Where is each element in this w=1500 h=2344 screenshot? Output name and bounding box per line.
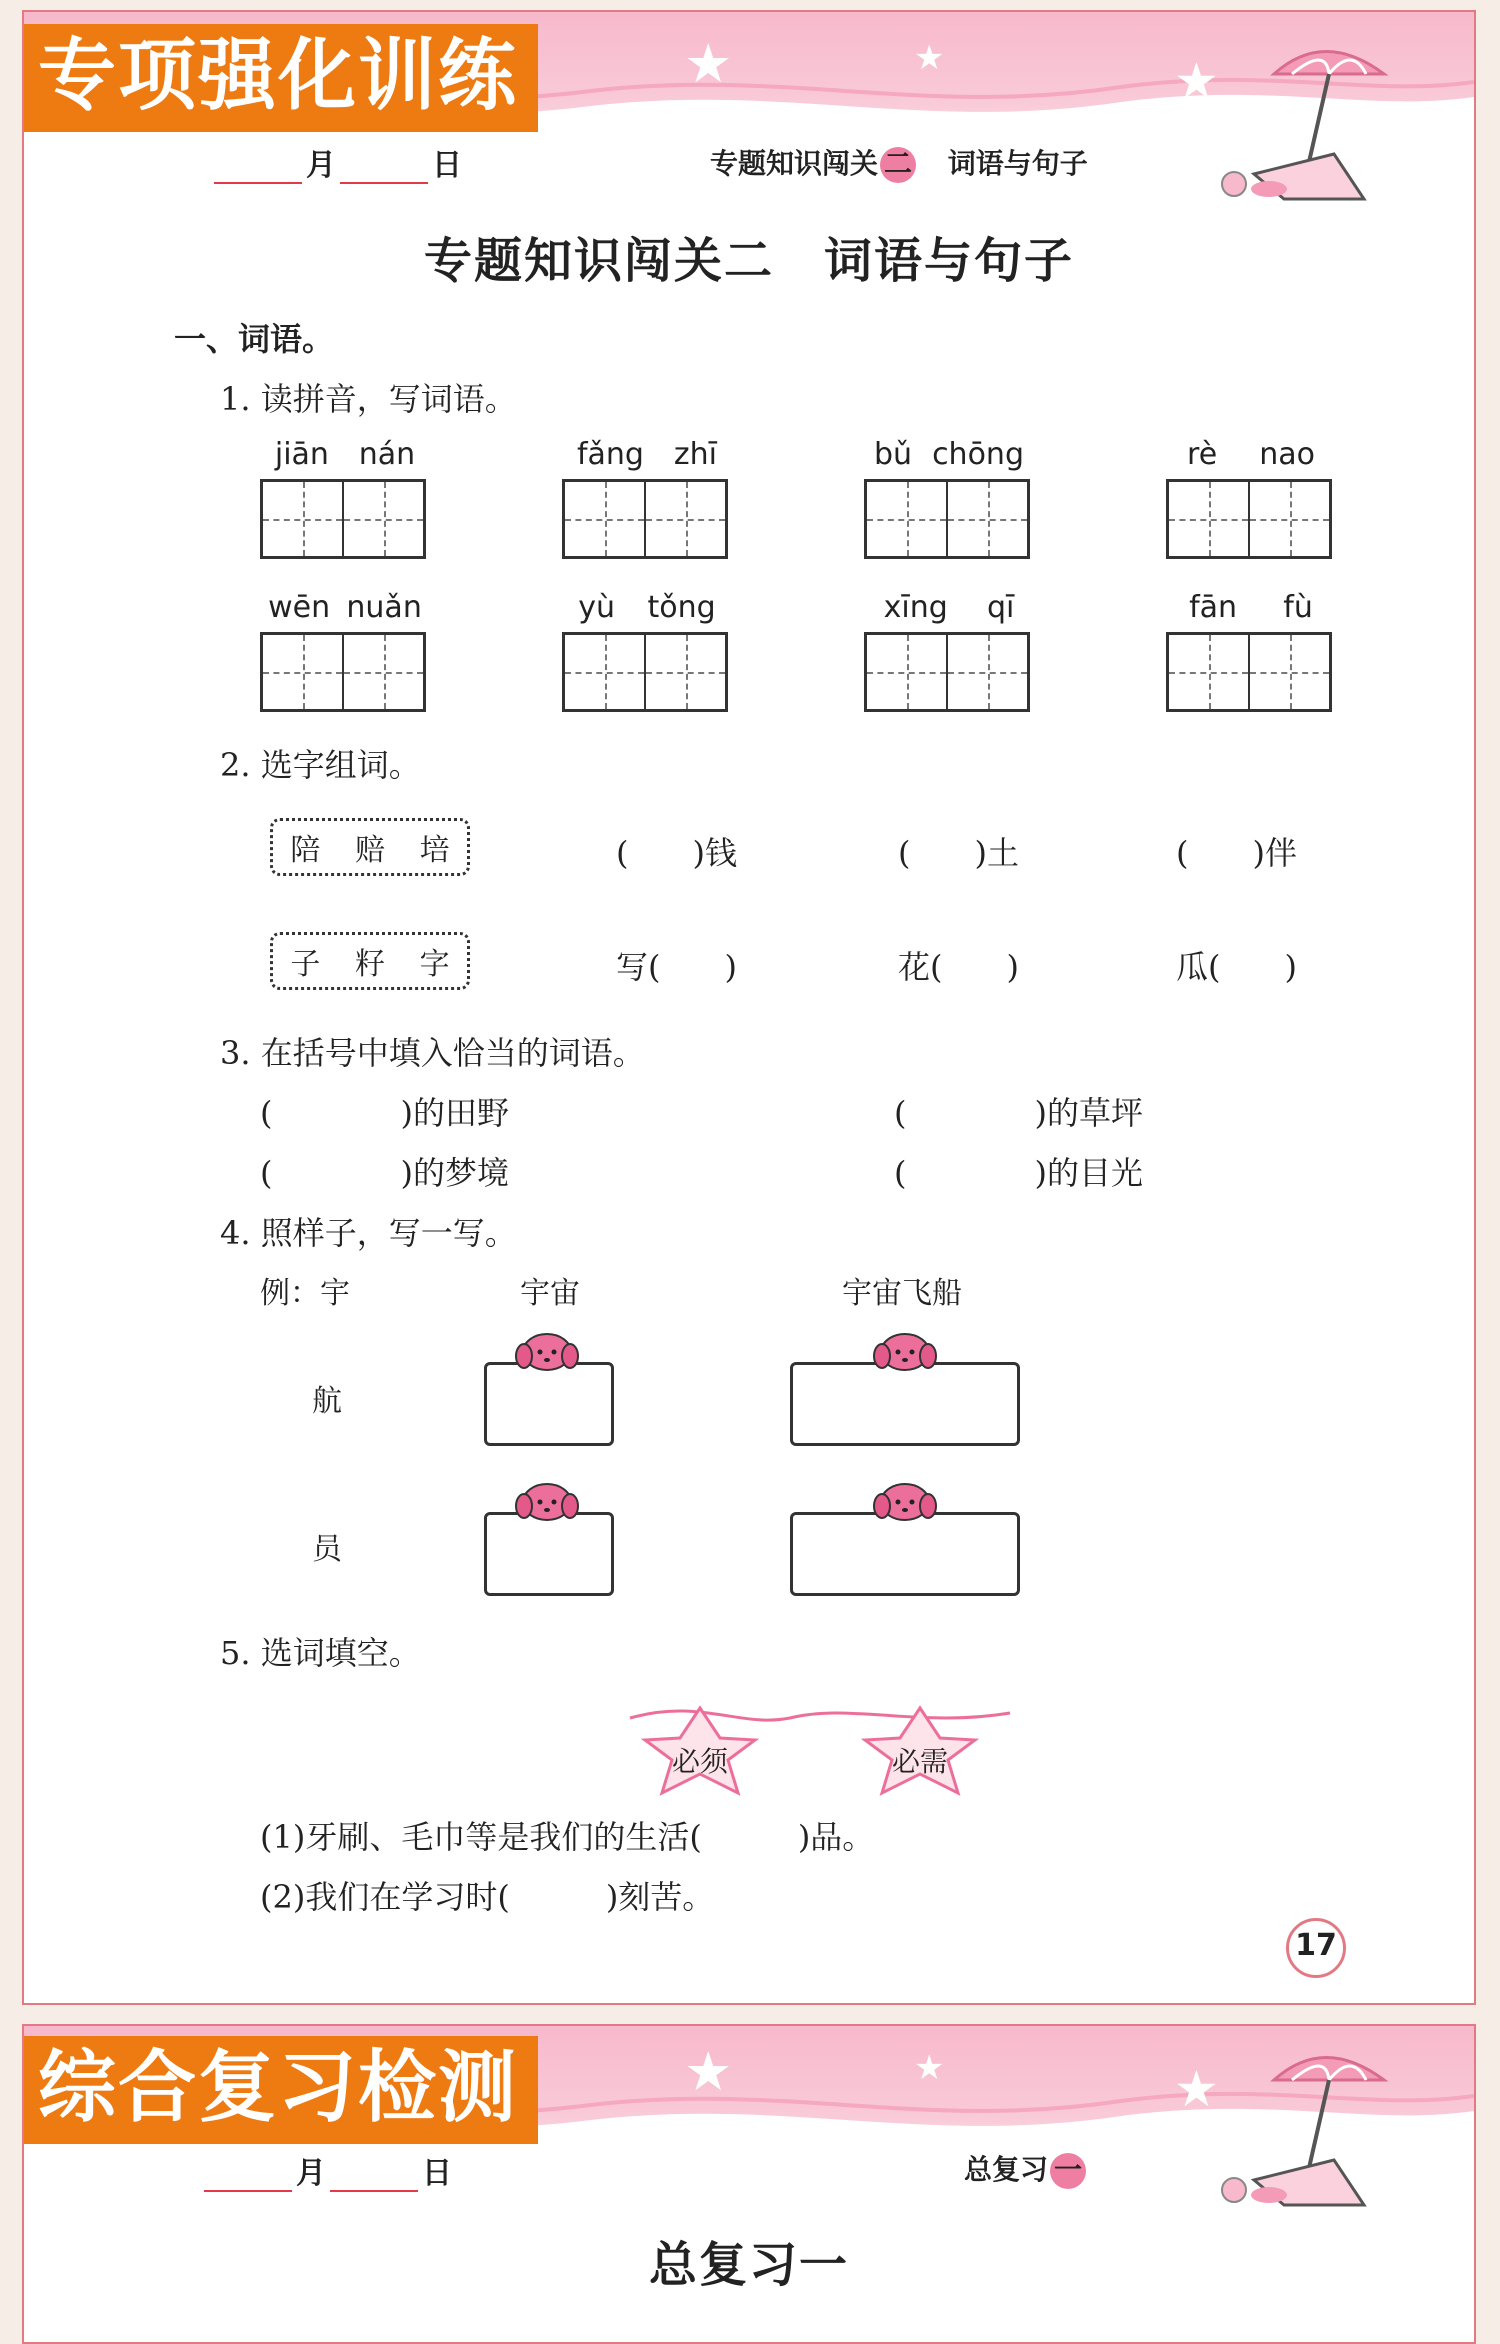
- choice-char: 培: [419, 833, 450, 868]
- month-label: 月: [296, 2156, 326, 2191]
- fill-blank[interactable]: 瓜( ): [1176, 948, 1297, 986]
- example-word: 宇宙: [520, 1276, 580, 1311]
- breadcrumb-number: 一: [1050, 2153, 1086, 2189]
- fill-sentence[interactable]: (1)牙刷、毛巾等是我们的生活( )品。: [260, 1818, 875, 1856]
- fill-sentence[interactable]: (2)我们在学习时( )刻苦。: [260, 1878, 715, 1916]
- fill-blank[interactable]: ( )的草坪: [894, 1094, 1143, 1132]
- pinyin-syllable: yù: [578, 590, 616, 625]
- fill-blank[interactable]: ( )钱: [616, 834, 737, 872]
- breadcrumb: [710, 142, 1088, 183]
- pinyin-syllable: xīng: [883, 590, 948, 625]
- fill-blank[interactable]: ( )的田野: [260, 1094, 509, 1132]
- pinyin-syllable: nuǎn: [346, 590, 422, 625]
- word-option: 必需: [892, 1745, 949, 1778]
- fill-blank[interactable]: 写( ): [616, 948, 737, 986]
- beach-umbrella-icon: [1214, 34, 1404, 204]
- month-blank[interactable]: [214, 154, 302, 184]
- writing-grid[interactable]: [562, 479, 728, 559]
- base-char: 航: [312, 1384, 342, 1419]
- date-field: [200, 2148, 452, 2192]
- choice-char: 赔: [354, 833, 385, 868]
- base-char: 员: [312, 1532, 342, 1567]
- day-label: 日: [422, 2156, 452, 2191]
- question-3: 3. 在括号中填入恰当的词语。: [220, 1034, 645, 1072]
- section-heading: 一、词语。: [174, 320, 335, 358]
- star-icon: ★: [684, 32, 733, 95]
- answer-frame[interactable]: [484, 1512, 614, 1596]
- pinyin-item: [864, 590, 1034, 712]
- choice-char: 籽: [354, 947, 385, 982]
- question-1: 1. 读拼音，写词语。: [220, 380, 517, 418]
- star-icon: ★: [1174, 2060, 1219, 2118]
- day-label: 日: [432, 148, 462, 183]
- worksheet-page-review: [22, 2024, 1476, 2344]
- writing-grid[interactable]: [1166, 632, 1332, 712]
- beach-umbrella-icon: [1214, 2040, 1404, 2210]
- writing-grid[interactable]: [562, 632, 728, 712]
- day-blank[interactable]: [330, 2162, 418, 2192]
- pinyin-item: [260, 590, 430, 712]
- pinyin-syllable: zhī: [673, 437, 718, 472]
- char-choice-box: [270, 818, 470, 876]
- pinyin-syllable: fù: [1283, 590, 1313, 625]
- writing-grid[interactable]: [260, 632, 426, 712]
- pinyin-syllable: nán: [358, 437, 416, 472]
- fill-blank[interactable]: ( )土: [898, 834, 1019, 872]
- choice-char: 子: [290, 947, 321, 982]
- pinyin-syllable: tǒng: [647, 590, 716, 625]
- pinyin-syllable: chōng: [932, 437, 1024, 472]
- choice-char: 字: [419, 947, 450, 982]
- writing-grid[interactable]: [1166, 479, 1332, 559]
- pinyin-syllable: bǔ: [874, 437, 913, 472]
- question-2: 2. 选字组词。: [220, 746, 421, 784]
- fill-blank[interactable]: ( )的梦境: [260, 1154, 509, 1192]
- worksheet-page-17: [22, 10, 1476, 2005]
- char-choice-box: [270, 932, 470, 990]
- star-icon: ★: [914, 2048, 945, 2088]
- answer-frame[interactable]: [484, 1362, 614, 1446]
- breadcrumb-number: 二: [880, 147, 916, 183]
- section-tag: 综合复习检测: [22, 2036, 538, 2144]
- fill-blank[interactable]: ( )伴: [1176, 834, 1297, 872]
- breadcrumb-subtitle: 词语与句子: [947, 147, 1088, 180]
- pinyin-item: [1166, 437, 1336, 559]
- pinyin-syllable: fǎng: [576, 437, 644, 472]
- writing-grid[interactable]: [260, 479, 426, 559]
- fill-blank[interactable]: 花( ): [898, 948, 1019, 986]
- star-icon: ★: [914, 38, 945, 78]
- question-5: 5. 选词填空。: [220, 1634, 421, 1672]
- pinyin-syllable: rè: [1187, 437, 1218, 472]
- pinyin-item: [260, 437, 430, 559]
- dog-icon: [514, 1478, 580, 1522]
- page-title: 专题知识闯关二 词语与句子: [423, 233, 1074, 289]
- dog-icon: [514, 1328, 580, 1372]
- pinyin-syllable: jiān: [274, 437, 329, 472]
- page-number: 17: [1286, 1918, 1346, 1978]
- writing-grid[interactable]: [864, 479, 1030, 559]
- date-field: [210, 140, 462, 184]
- breadcrumb: [964, 2148, 1086, 2189]
- pinyin-item: [1166, 590, 1336, 712]
- page-title: 总复习一: [648, 2237, 849, 2293]
- question-4: 4. 照样子，写一写。: [220, 1214, 517, 1252]
- pinyin-item: [562, 590, 732, 712]
- section-tag: 专项强化训练: [22, 24, 538, 132]
- star-icon: ★: [684, 2040, 733, 2103]
- month-label: 月: [306, 148, 336, 183]
- example-phrase: 宇宙飞船: [842, 1276, 962, 1311]
- pinyin-syllable: wēn: [268, 590, 331, 625]
- breadcrumb-title: 专题知识闯关: [710, 147, 879, 180]
- pinyin-syllable: qī: [986, 590, 1015, 625]
- dog-icon: [872, 1328, 938, 1372]
- pinyin-syllable: nao: [1259, 437, 1315, 472]
- choice-char: 陪: [290, 833, 321, 868]
- word-option: 必须: [672, 1745, 729, 1778]
- pinyin-syllable: fān: [1189, 590, 1238, 625]
- dog-icon: [872, 1478, 938, 1522]
- pinyin-item: [562, 437, 732, 559]
- answer-frame[interactable]: [790, 1512, 1020, 1596]
- fill-blank[interactable]: ( )的目光: [894, 1154, 1143, 1192]
- month-blank[interactable]: [204, 2162, 292, 2192]
- answer-frame[interactable]: [790, 1362, 1020, 1446]
- star-icon: ★: [1174, 52, 1219, 110]
- writing-grid[interactable]: [864, 632, 1030, 712]
- example-label: 例：宇: [260, 1276, 350, 1311]
- breadcrumb-title: 总复习: [964, 2153, 1049, 2186]
- pinyin-item: [864, 437, 1034, 559]
- day-blank[interactable]: [340, 154, 428, 184]
